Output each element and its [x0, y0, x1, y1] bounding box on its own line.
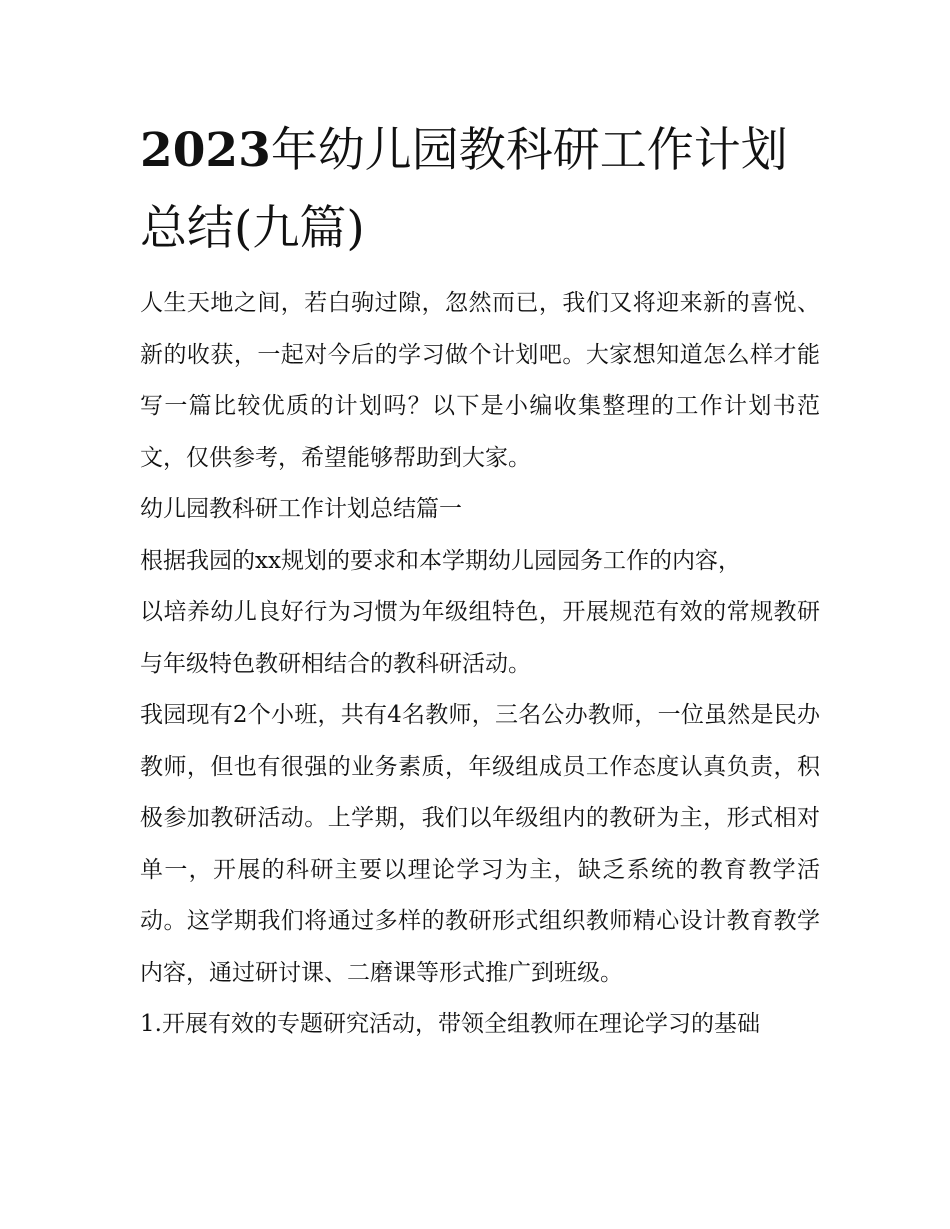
body-paragraph: 以培养幼儿良好行为习惯为年级组特色，开展规范有效的常规教研与年级特色教研相结合的教科研活动。 [140, 599, 820, 677]
title-year: 2023 [140, 123, 271, 178]
body-paragraph: 我园现有2个小班，共有4名教师，三名公办教师，一位虽然是民办教师，但也有很强的业务素质，年级组成员工作态度认真负责，积极参加教研活动。上学期，我们以年级组内的教研为主，形式相对单一，开展的科研主要以理论学习为主，缺乏系统的教育教学活动。这学期我们将通过多样的教研形式组织教师精心设计教育教学内容，通过研讨课、二磨课等形式推广到班级。 [140, 702, 820, 986]
document-title [140, 112, 820, 268]
intro-paragraph: 人生天地之间，若白驹过隙，忽然而已，我们又将迎来新的喜悦、新的收获，一起对今后的学习做个计划吧。大家想知道怎么样才能写一篇比较优质的计划吗？以下是小编收集整理的工作计划书范文，仅供参考，希望能够帮助到大家。 [140, 290, 820, 471]
body-paragraph: 根据我园的xx规划的要求和本学期幼儿园园务工作的内容， [140, 547, 741, 574]
body-paragraph: 1.开展有效的专题研究活动，带领全组教师在理论学习的基础 [140, 1011, 760, 1037]
document-body [140, 278, 820, 1051]
section-heading: 幼儿园教科研工作计划总结篇一 [140, 496, 462, 522]
title-text: 年幼儿园教科研工作计划总结(九篇) [140, 123, 788, 256]
